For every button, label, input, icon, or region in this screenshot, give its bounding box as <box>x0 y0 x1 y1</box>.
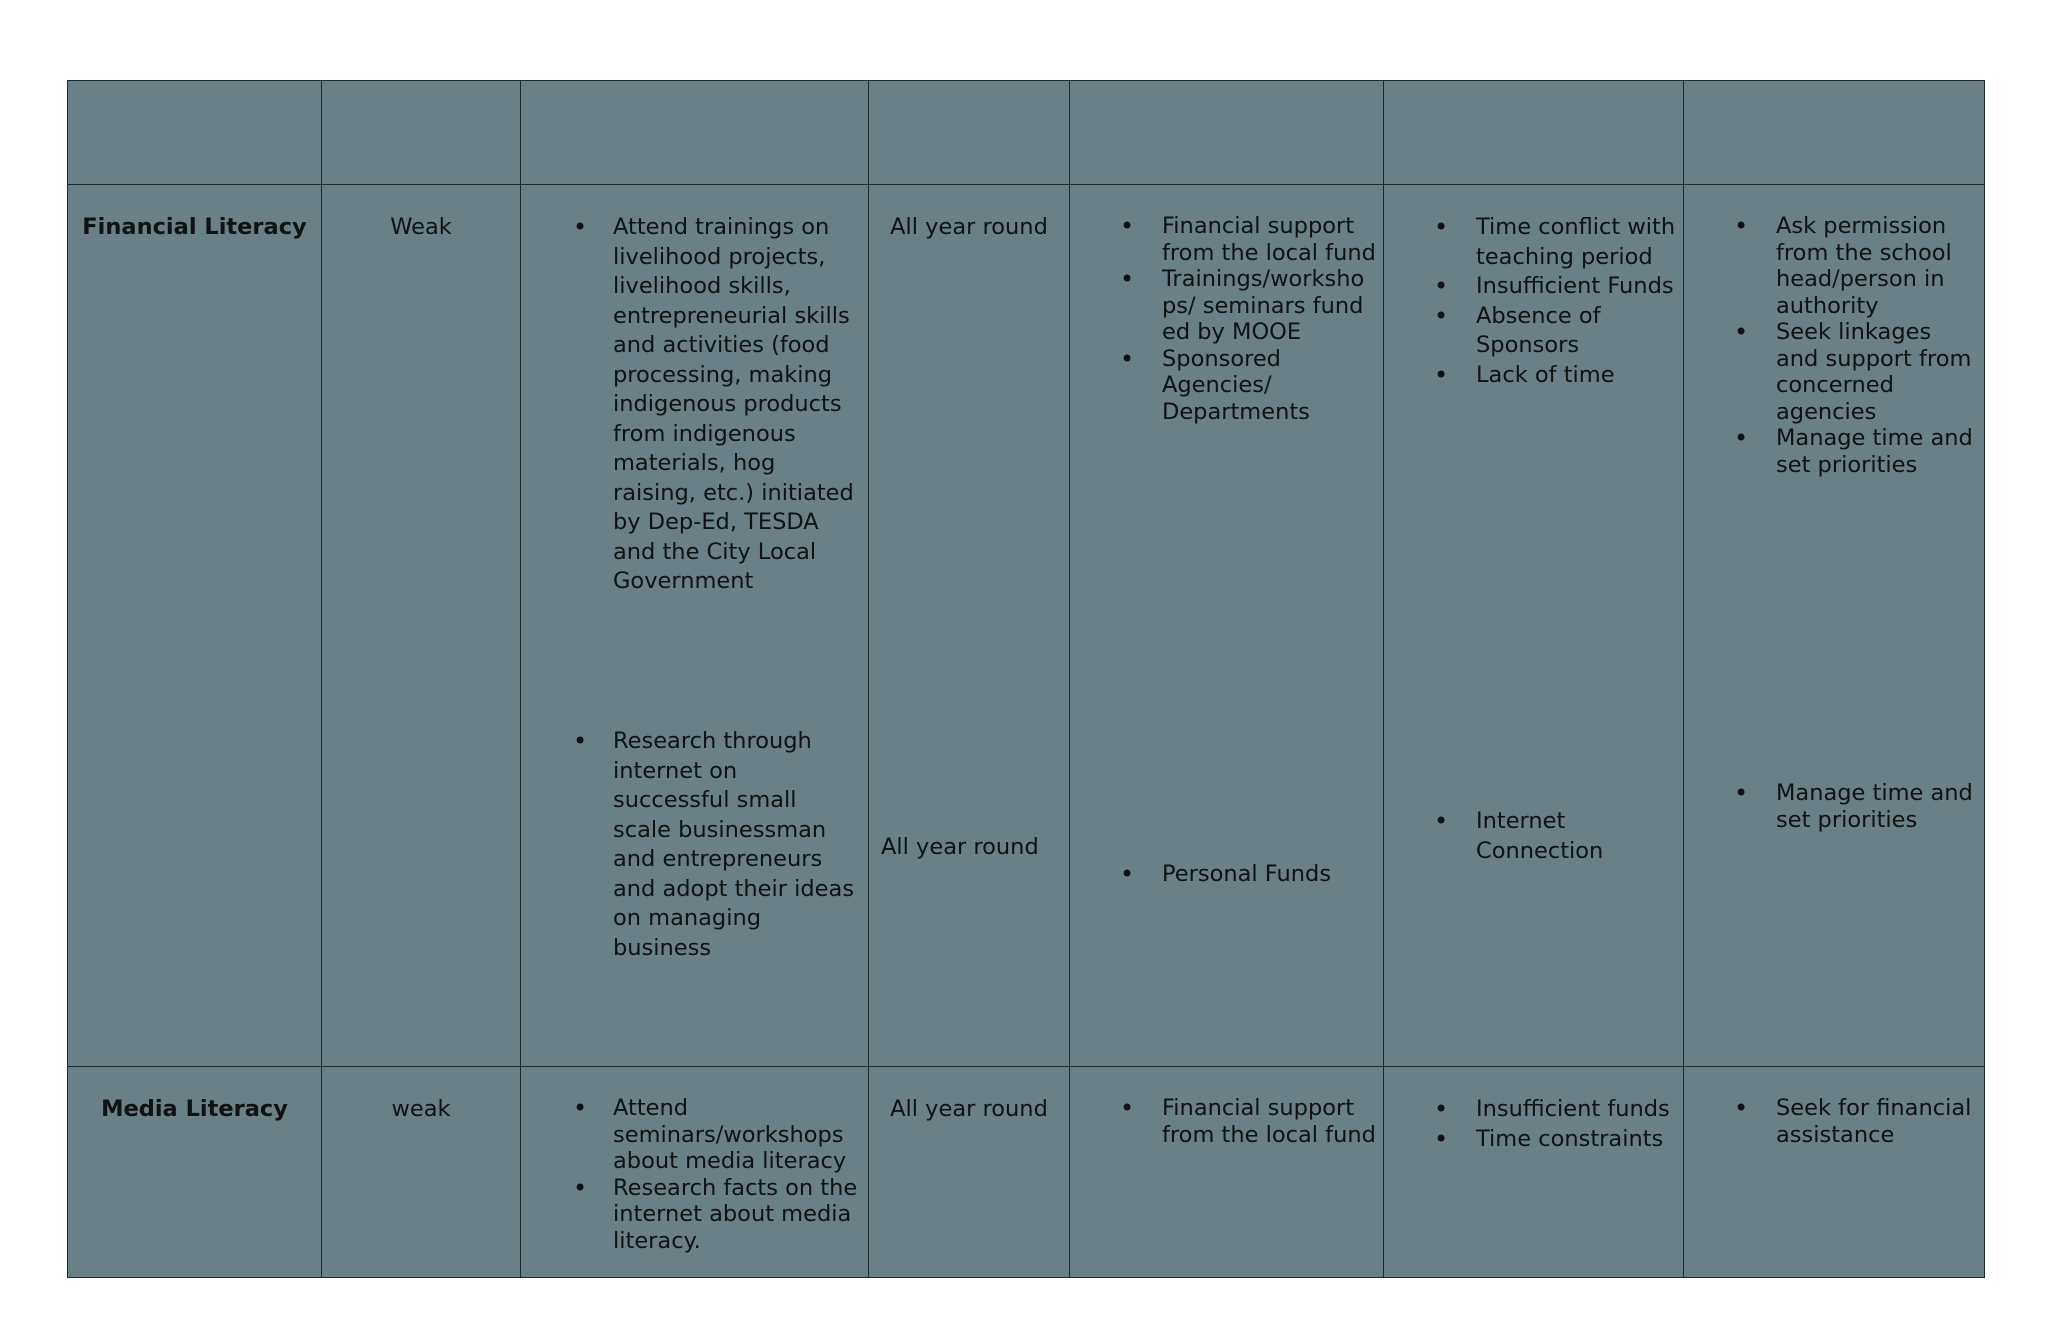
list-item: • Lack of time <box>1476 361 1677 391</box>
timeline-cell <box>869 1067 1070 1278</box>
list-item: • Trainings/workshops/ seminars funded by MOOE <box>1162 266 1377 346</box>
resources-list <box>1070 213 1383 425</box>
challenges-list <box>1384 213 1683 390</box>
header-cell <box>68 81 322 185</box>
list-item: • Absence of Sponsors <box>1476 302 1677 361</box>
activities-list <box>521 1095 868 1254</box>
status-cell <box>322 185 521 1067</box>
header-cell <box>1384 81 1684 185</box>
resources-cell <box>1070 1067 1384 1278</box>
solutions-cell <box>1684 1067 1985 1278</box>
timeline-text: All year round <box>890 214 1048 240</box>
challenges-list-2 <box>1384 807 1683 866</box>
resources-cell <box>1070 185 1384 1067</box>
activities-list <box>521 213 868 597</box>
resources-list-2 <box>1070 860 1383 890</box>
activities-cell <box>521 185 869 1067</box>
activities-cell <box>521 1067 869 1278</box>
timeline-cell <box>869 185 1070 1067</box>
list-item: • Manage time and set priorities <box>1776 780 1978 833</box>
list-item: • Research through internet on successful small scale businessman and entrepreneurs and adopt their ideas on managing business <box>613 727 858 963</box>
resources-list <box>1070 1095 1383 1148</box>
solutions-list-2 <box>1684 780 1984 833</box>
challenges-cell <box>1384 185 1684 1067</box>
header-row <box>68 81 1985 185</box>
list-item: • Time conflict with teaching period <box>1476 213 1677 272</box>
list-item: • Ask permission from the school head/person in authority <box>1776 213 1978 319</box>
list-item: • Financial support from the local fund <box>1162 213 1377 266</box>
header-cell <box>521 81 869 185</box>
list-item: • Personal Funds <box>1162 860 1377 890</box>
list-item: • Seek for financial assistance <box>1776 1095 1978 1148</box>
timeline-text-2: All year round <box>881 834 1039 860</box>
timeline-text: All year round <box>890 1096 1048 1122</box>
header-cell <box>869 81 1070 185</box>
solutions-list <box>1684 213 1984 478</box>
list-item: • Insufficient funds <box>1476 1095 1677 1125</box>
list-item: • Time constraints <box>1476 1125 1677 1155</box>
challenges-cell <box>1384 1067 1684 1278</box>
list-item: • Attend trainings on livelihood projects, livelihood skills, entrepreneurial skills and activities (food processing, making indigenous products from indigenous materials, hog raising, etc.) initiated by Dep-Ed, TESDA and the City Local Government <box>613 213 858 597</box>
list-item: • Internet Connection <box>1476 807 1677 866</box>
header-cell <box>322 81 521 185</box>
challenges-list <box>1384 1095 1683 1154</box>
list-item: • Insufficient Funds <box>1476 272 1677 302</box>
table-row-financial-literacy <box>68 185 1985 1067</box>
header-cell <box>1684 81 1985 185</box>
list-item: • Manage time and set priorities <box>1776 425 1978 478</box>
status-text: weak <box>391 1096 451 1122</box>
area-name: Media Literacy <box>101 1096 288 1122</box>
area-name: Financial Literacy <box>82 214 307 240</box>
list-item: • Research facts on the internet about media literacy. <box>613 1175 858 1255</box>
area-cell <box>68 185 322 1067</box>
status-text: Weak <box>390 214 452 240</box>
activities-list-2 <box>521 727 868 963</box>
header-cell <box>1070 81 1384 185</box>
list-item: • Seek linkages and support from concerned agencies <box>1776 319 1978 425</box>
list-item: • Sponsored Agencies/ Departments <box>1162 346 1377 426</box>
solutions-list <box>1684 1095 1984 1148</box>
list-item: • Financial support from the local fund <box>1162 1095 1377 1148</box>
development-plan-table <box>67 80 1985 1278</box>
area-cell <box>68 1067 322 1278</box>
solutions-cell <box>1684 185 1985 1067</box>
list-item: • Attend seminars/workshops about media literacy <box>613 1095 858 1175</box>
table-row-media-literacy <box>68 1067 1985 1278</box>
status-cell <box>322 1067 521 1278</box>
